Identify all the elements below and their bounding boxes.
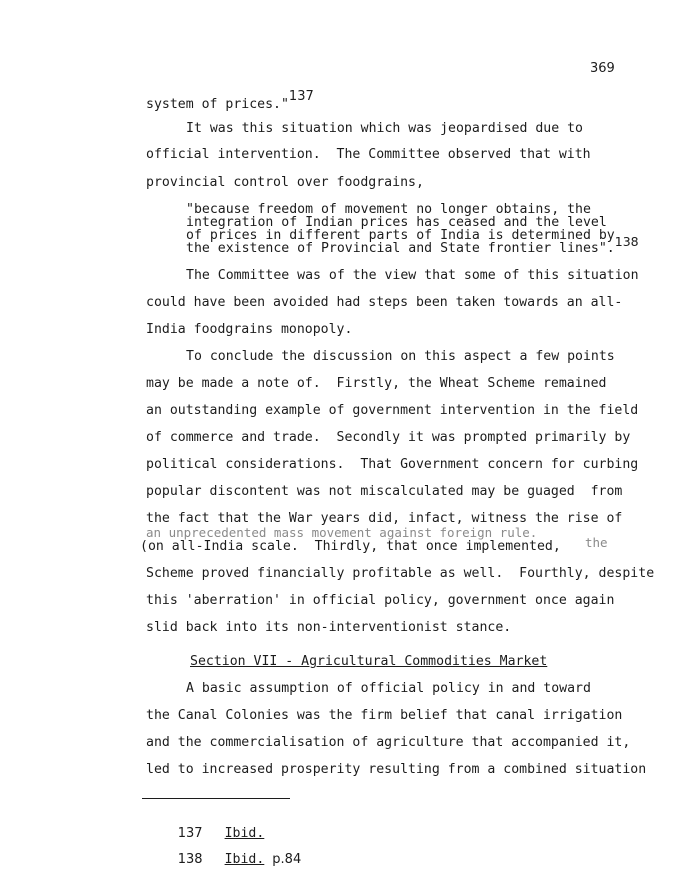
footnote-text: Ibid.	[224, 826, 265, 842]
text-line: may be made a note of. Firstly, the Wheat Scheme remained	[146, 376, 607, 391]
text-line: official intervention. The Committee observed that with	[146, 147, 591, 162]
text-line-content: system of prices."	[146, 97, 289, 112]
text-line: political considerations. That Government concern for curbing	[146, 457, 639, 472]
footnote-ref: 138	[614, 234, 639, 249]
quote-line: integration of Indian prices has ceased and the level	[186, 215, 607, 230]
text-line: could have been avoided had steps been taken towards an all-	[146, 295, 623, 310]
text-line: this 'aberration' in official policy, government once again	[146, 593, 615, 608]
section-heading: Section VII - Agricultural Commodities Market	[190, 654, 548, 669]
text-line: To conclude the discussion on this aspect a few points	[186, 349, 615, 364]
inserted-line: an unprecedented mass movement against foreign rule.	[146, 525, 538, 540]
text-line: Scheme proved financially profitable as well. Fourthly, despite	[146, 566, 655, 581]
text-line: popular discontent was not miscalculated may be guaged from	[146, 484, 623, 499]
inserted-word: the	[585, 535, 608, 550]
text-line: the Canal Colonies was the firm belief that canal irrigation	[146, 708, 623, 723]
text-line: an outstanding example of government intervention in the field	[146, 403, 639, 418]
text-line: (on all-India scale. Thirdly, that once implemented,	[140, 539, 561, 554]
text-line: the fact that the War years did, infact, witness the rise of	[146, 511, 623, 526]
footnote-number: 137	[177, 826, 203, 842]
text-line: provincial control over foodgrains,	[146, 175, 424, 190]
text-line: The Committee was of the view that some of this situation	[186, 268, 639, 283]
quote-line: "because freedom of movement no longer obtains, the	[186, 202, 591, 217]
footnote-page: p.84	[272, 852, 302, 868]
footnote-number: 138	[177, 852, 203, 868]
text-line: A basic assumption of official policy in and toward	[186, 681, 591, 696]
page-number: 369	[590, 61, 615, 76]
quote-line: of prices in different parts of India is determined by	[186, 228, 615, 243]
text-line: slid back into its non-interventionist stance.	[146, 620, 512, 635]
text-line: and the commercialisation of agriculture that accompanied it,	[146, 735, 631, 750]
text-line: led to increased prosperity resulting from a combined situation	[146, 762, 647, 777]
footnote-ref: 137	[288, 89, 314, 104]
text-line: India foodgrains monopoly.	[146, 322, 353, 337]
text-line: of commerce and trade. Secondly it was prompted primarily by	[146, 430, 631, 445]
text-line	[146, 89, 314, 112]
footnote-divider	[142, 798, 290, 799]
footnote	[146, 840, 301, 880]
footnote-text: Ibid.	[224, 852, 265, 868]
text-line: It was this situation which was jeopardised due to	[186, 121, 583, 136]
quote-line-content: the existence of Provincial and State frontier lines".	[186, 241, 615, 256]
